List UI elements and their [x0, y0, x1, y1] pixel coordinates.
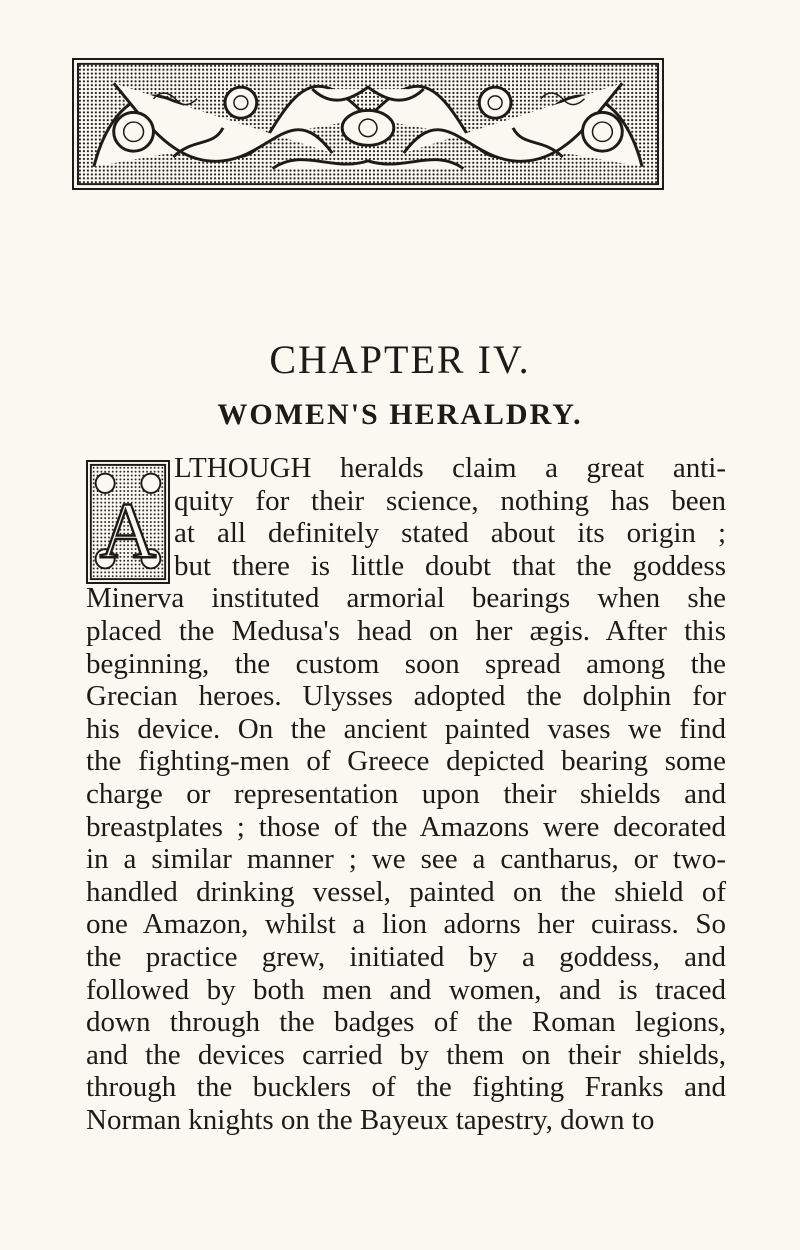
- text-line: through the bucklers of the fighting Franks and: [86, 1071, 726, 1104]
- text-line: Grecian heroes. Ulysses adopted the dolphin for: [86, 680, 726, 713]
- headpiece-ornament: [72, 58, 664, 190]
- text-line: in a similar manner ; we see a cantharus, or two-: [86, 843, 726, 876]
- chapter-subtitle: WOMEN'S HERALDRY.: [217, 398, 583, 431]
- text-line: one Amazon, whilst a lion adorns her cuirass. So: [86, 908, 726, 941]
- text-line: the practice grew, initiated by a goddess, and: [86, 940, 726, 973]
- text-line: the fighting-men of Greece depicted bearing some: [86, 745, 726, 778]
- text-line: his device. On the ancient painted vases we find: [86, 712, 726, 745]
- text-line: Norman knights on the Bayeux tapestry, down to: [86, 1103, 655, 1136]
- text-line: charge or representation upon their shields and: [86, 777, 726, 810]
- text-line: handled drinking vessel, painted on the shield of: [86, 875, 726, 908]
- text-line: LTHOUGH heralds claim a great anti-: [174, 452, 726, 484]
- text-line: Minerva instituted armorial bearings when she: [86, 582, 726, 615]
- text-line: quity for their science, nothing has been: [174, 484, 726, 517]
- text-line: beginning, the custom soon spread among the: [86, 647, 726, 680]
- body-paragraph: [86, 452, 726, 1136]
- text-line: down through the badges of the Roman legions,: [86, 1006, 726, 1039]
- text-line: but there is little doubt that the goddess: [174, 549, 726, 582]
- text-line: placed the Medusa's head on her ægis. After this: [86, 614, 726, 647]
- text-line: followed by both men and women, and is traced: [86, 973, 726, 1006]
- chapter-title: CHAPTER IV.: [269, 337, 531, 382]
- dropcap-letter: A: [99, 487, 157, 575]
- text-line: at all definitely stated about its origin ;: [174, 517, 726, 550]
- text-line: breastplates ; those of the Amazons were decorated: [86, 810, 726, 843]
- text-line: and the devices carried by them on their shields,: [86, 1038, 726, 1071]
- floral-scroll-ornament-icon: [74, 60, 662, 188]
